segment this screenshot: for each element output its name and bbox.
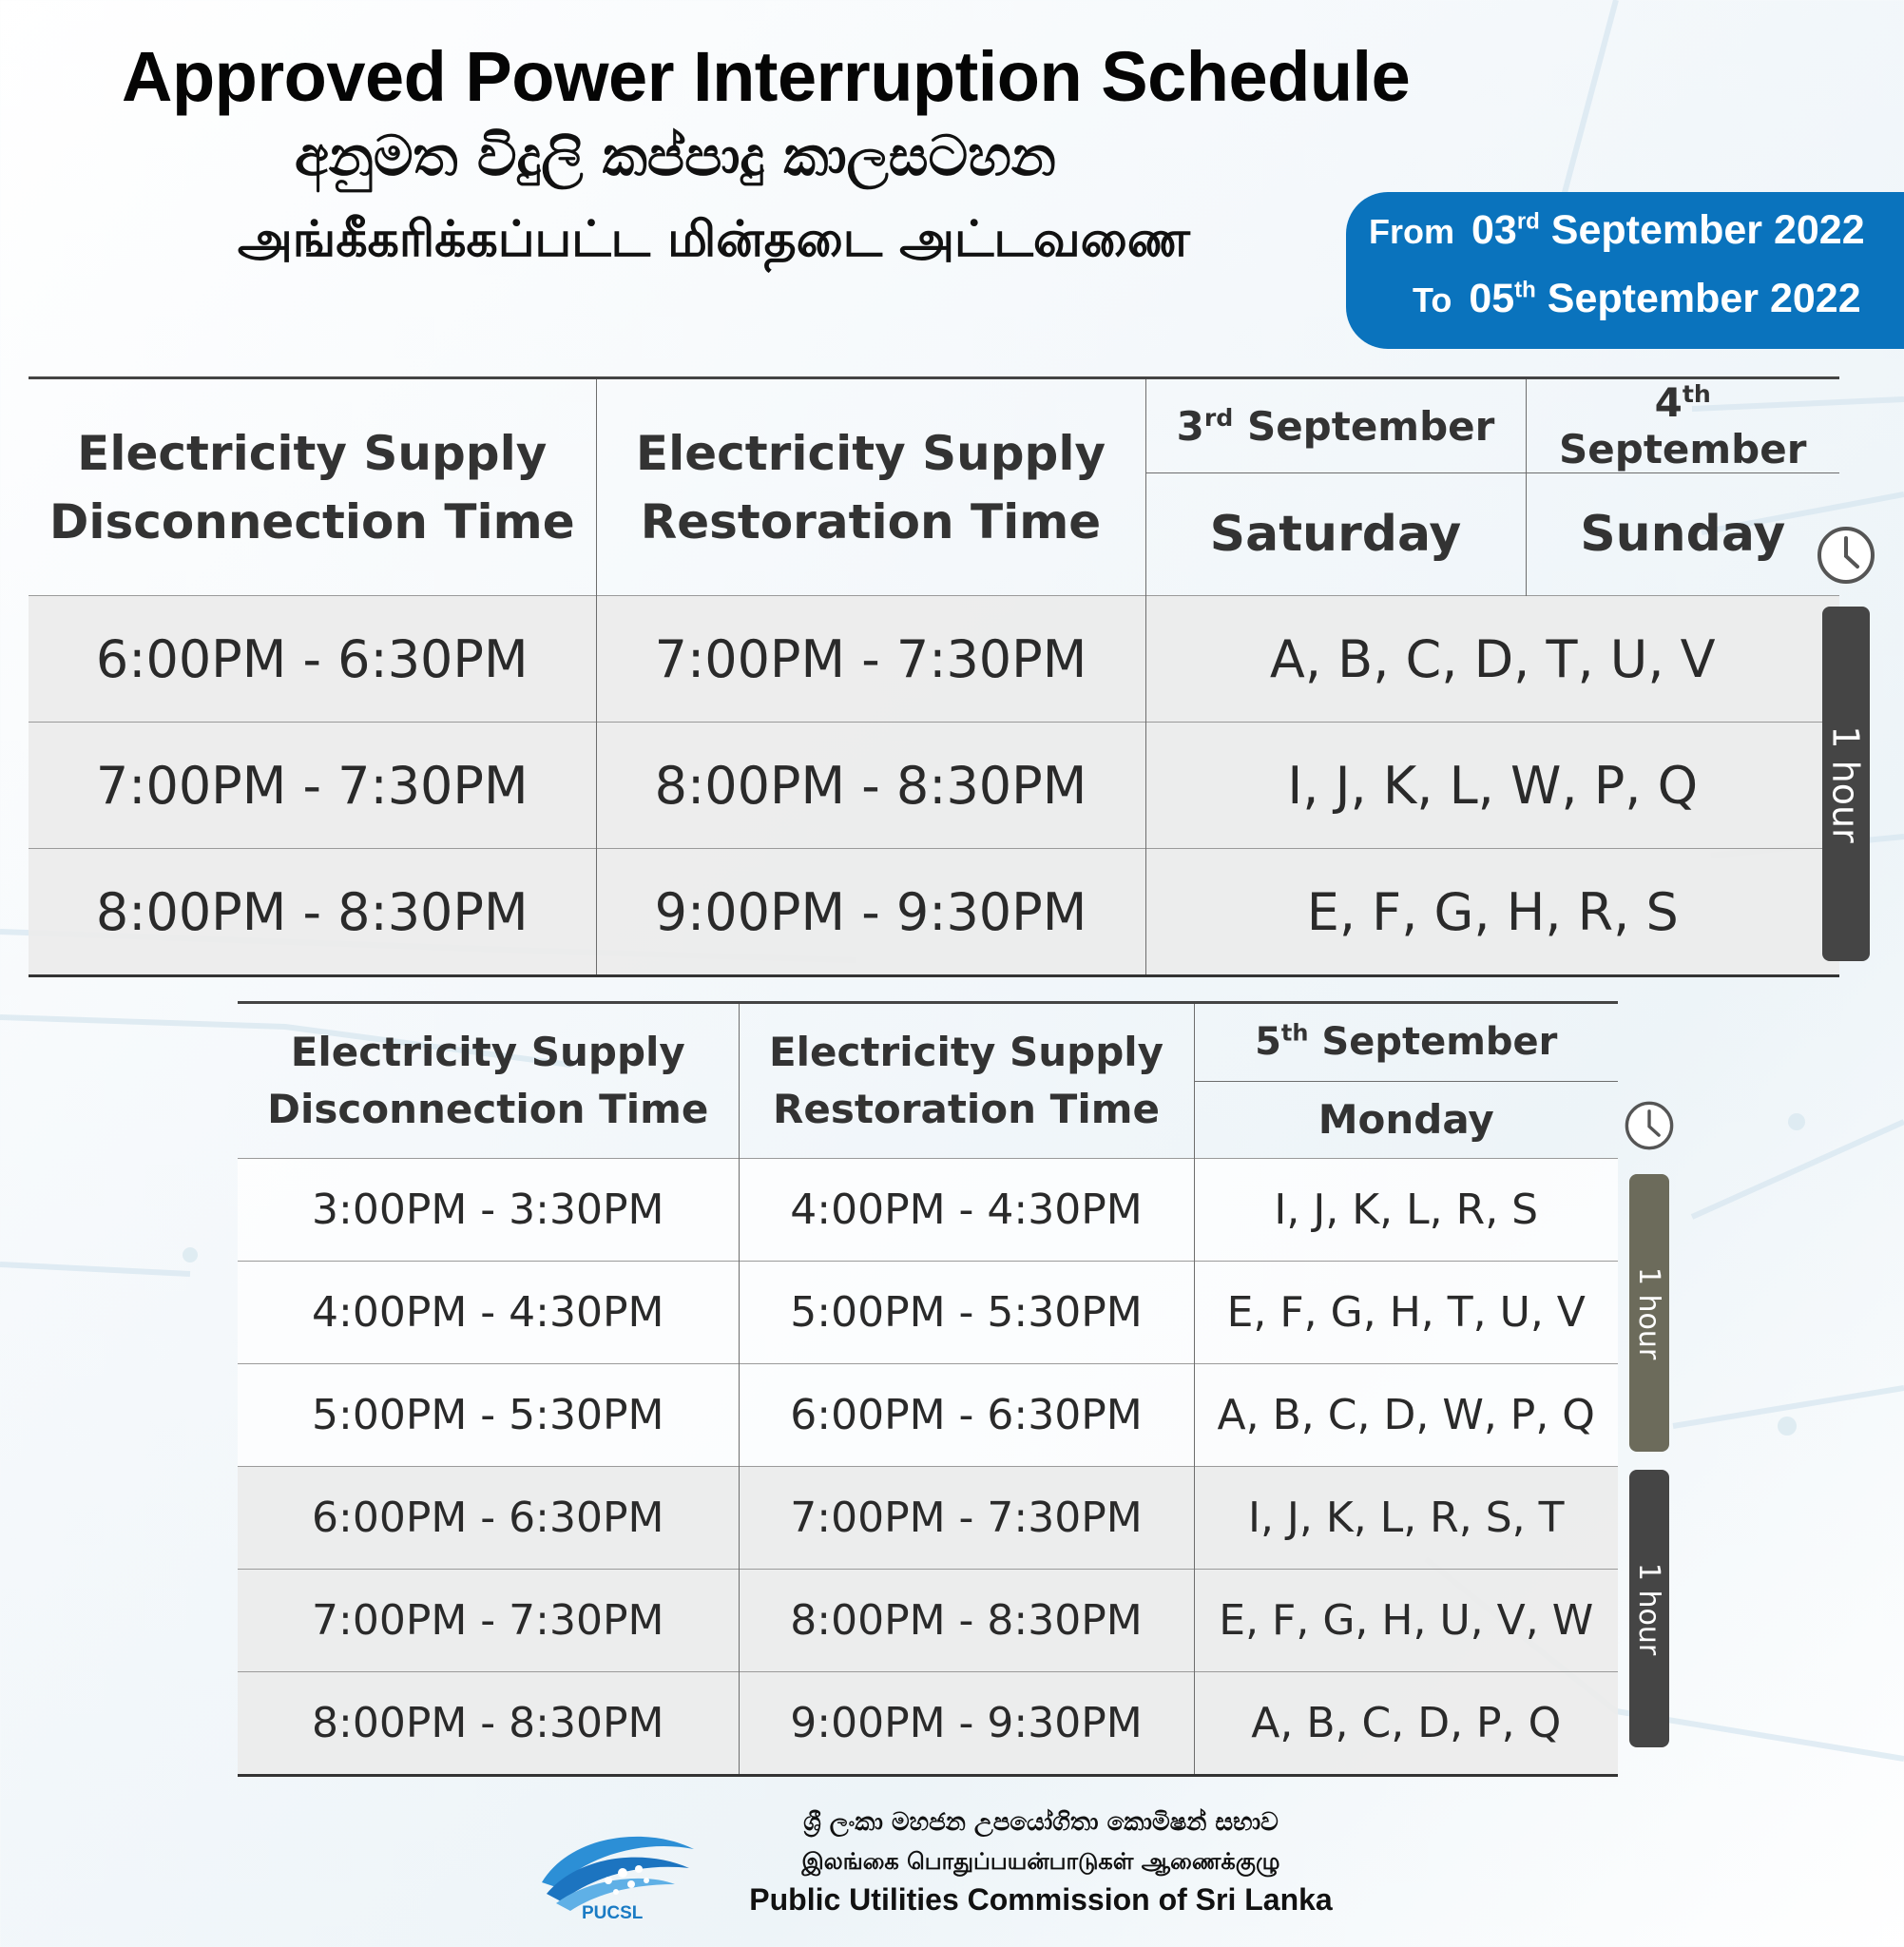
table-row bbox=[238, 1570, 1618, 1672]
one-hour-duration-bar bbox=[1629, 1174, 1669, 1452]
header-date-3-september bbox=[1145, 378, 1526, 473]
from-date bbox=[1471, 207, 1865, 253]
one-hour-label: 1 hour bbox=[1825, 724, 1868, 843]
restore-time-cell: 5:00PM - 5:30PM bbox=[739, 1262, 1194, 1364]
date1-month: September bbox=[1233, 402, 1495, 450]
restore-time-cell: 4:00PM - 4:30PM bbox=[739, 1159, 1194, 1262]
date1-suffix: rd bbox=[1203, 403, 1234, 432]
header-disconnection-time: Electricity Supply Disconnection Time bbox=[29, 378, 596, 596]
groups-cell: A, B, C, D, P, Q bbox=[1194, 1672, 1618, 1776]
one-hour-duration-bar bbox=[1629, 1470, 1669, 1747]
date-to-row bbox=[1413, 276, 1861, 322]
schedule-table-sat-sun bbox=[29, 376, 1839, 977]
groups-cell: I, J, K, L, R, S, T bbox=[1194, 1467, 1618, 1570]
page-title-tamil: அங்கீகரிக்கப்பட்ட மின்தடை அட்டவணை bbox=[238, 211, 1190, 268]
restore-time-cell: 7:00PM - 7:30PM bbox=[596, 596, 1145, 723]
footer-org-sinhala: ශ්‍රී ලංකා මහජන උපයෝගිතා කොමිෂන් සභාව bbox=[803, 1808, 1279, 1837]
table-row bbox=[238, 1262, 1618, 1364]
date1-day: 3 bbox=[1176, 402, 1204, 450]
table-row bbox=[29, 723, 1839, 849]
disconnect-time-cell: 7:00PM - 7:30PM bbox=[238, 1570, 739, 1672]
table-row bbox=[29, 596, 1839, 723]
disconnect-time-cell: 5:00PM - 5:30PM bbox=[238, 1364, 739, 1467]
groups-cell: E, F, G, H, U, V, W bbox=[1194, 1570, 1618, 1672]
from-day: 03 bbox=[1471, 207, 1517, 253]
date-from-row bbox=[1369, 207, 1865, 254]
disconnect-time-cell: 6:00PM - 6:30PM bbox=[29, 596, 596, 723]
clock-icon bbox=[1624, 1100, 1675, 1151]
date-range-badge bbox=[1346, 192, 1904, 349]
disconnect-time-cell: 7:00PM - 7:30PM bbox=[29, 723, 596, 849]
date2-month: September bbox=[1559, 426, 1807, 472]
table-row bbox=[238, 1672, 1618, 1776]
header-restoration-time: Electricity Supply Restoration Time bbox=[739, 1003, 1194, 1159]
from-rest: September 2022 bbox=[1539, 207, 1865, 253]
one-hour-label: 1 hour bbox=[1632, 1562, 1666, 1655]
from-label: From bbox=[1369, 212, 1454, 251]
clock-icon bbox=[1816, 525, 1876, 586]
to-rest: September 2022 bbox=[1535, 276, 1861, 321]
table-row bbox=[238, 1364, 1618, 1467]
header-day-sunday: Sunday bbox=[1526, 473, 1839, 596]
header-disconnection-time: Electricity Supply Disconnection Time bbox=[238, 1003, 739, 1159]
table-row bbox=[238, 1159, 1618, 1262]
restore-time-cell: 9:00PM - 9:30PM bbox=[596, 849, 1145, 976]
page-title: Approved Power Interruption Schedule bbox=[122, 37, 1411, 116]
footer-org-english: Public Utilities Commission of Sri Lanka bbox=[749, 1882, 1333, 1917]
restore-time-cell: 8:00PM - 8:30PM bbox=[739, 1570, 1194, 1672]
footer-org-tamil: இலங்கை பொதுப்பயன்பாடுகள் ஆணைக்குழு bbox=[801, 1848, 1280, 1875]
disconnect-time-cell: 8:00PM - 8:30PM bbox=[238, 1672, 739, 1776]
to-date bbox=[1469, 276, 1860, 321]
disconnect-time-cell: 4:00PM - 4:30PM bbox=[238, 1262, 739, 1364]
restore-time-cell: 8:00PM - 8:30PM bbox=[596, 723, 1145, 849]
table-row bbox=[29, 849, 1839, 976]
restore-time-cell: 6:00PM - 6:30PM bbox=[739, 1364, 1194, 1467]
date-month: September bbox=[1308, 1020, 1558, 1065]
table-header-row bbox=[29, 378, 1839, 473]
restore-time-cell: 9:00PM - 9:30PM bbox=[739, 1672, 1194, 1776]
logo-text: PUCSL bbox=[582, 1903, 644, 1923]
page-title-sinhala: අනුමත විදුලි කප්පාදු කාලසටහන bbox=[295, 124, 1056, 188]
table-header-row bbox=[238, 1003, 1618, 1082]
to-label: To bbox=[1413, 280, 1452, 319]
disconnect-time-cell: 6:00PM - 6:30PM bbox=[238, 1467, 739, 1570]
groups-cell: E, F, G, H, R, S bbox=[1145, 849, 1839, 976]
header-day-monday: Monday bbox=[1317, 1096, 1494, 1144]
groups-cell: E, F, G, H, T, U, V bbox=[1194, 1262, 1618, 1364]
groups-cell: I, J, K, L, W, P, Q bbox=[1145, 723, 1839, 849]
to-day: 05 bbox=[1469, 276, 1515, 321]
groups-cell: A, B, C, D, T, U, V bbox=[1145, 596, 1839, 723]
restore-time-cell: 7:00PM - 7:30PM bbox=[739, 1467, 1194, 1570]
date2-day: 4 bbox=[1654, 379, 1683, 426]
one-hour-duration-bar bbox=[1822, 607, 1870, 961]
date2-suffix: th bbox=[1682, 380, 1711, 408]
date-suffix: th bbox=[1280, 1019, 1309, 1047]
groups-cell: I, J, K, L, R, S bbox=[1194, 1159, 1618, 1262]
header-date-4-september bbox=[1526, 378, 1839, 473]
to-suffix: th bbox=[1514, 277, 1536, 303]
schedule-table-monday bbox=[238, 1001, 1618, 1777]
header-date-5-september bbox=[1194, 1003, 1618, 1082]
groups-cell: A, B, C, D, W, P, Q bbox=[1194, 1364, 1618, 1467]
disconnect-time-cell: 3:00PM - 3:30PM bbox=[238, 1159, 739, 1262]
one-hour-label: 1 hour bbox=[1632, 1266, 1666, 1359]
header-day-saturday: Saturday bbox=[1209, 506, 1462, 563]
date-day: 5 bbox=[1255, 1020, 1281, 1065]
from-suffix: rd bbox=[1516, 208, 1540, 235]
disconnect-time-cell: 8:00PM - 8:30PM bbox=[29, 849, 596, 976]
header-restoration-time: Electricity Supply Restoration Time bbox=[596, 378, 1145, 596]
table-row bbox=[238, 1467, 1618, 1570]
